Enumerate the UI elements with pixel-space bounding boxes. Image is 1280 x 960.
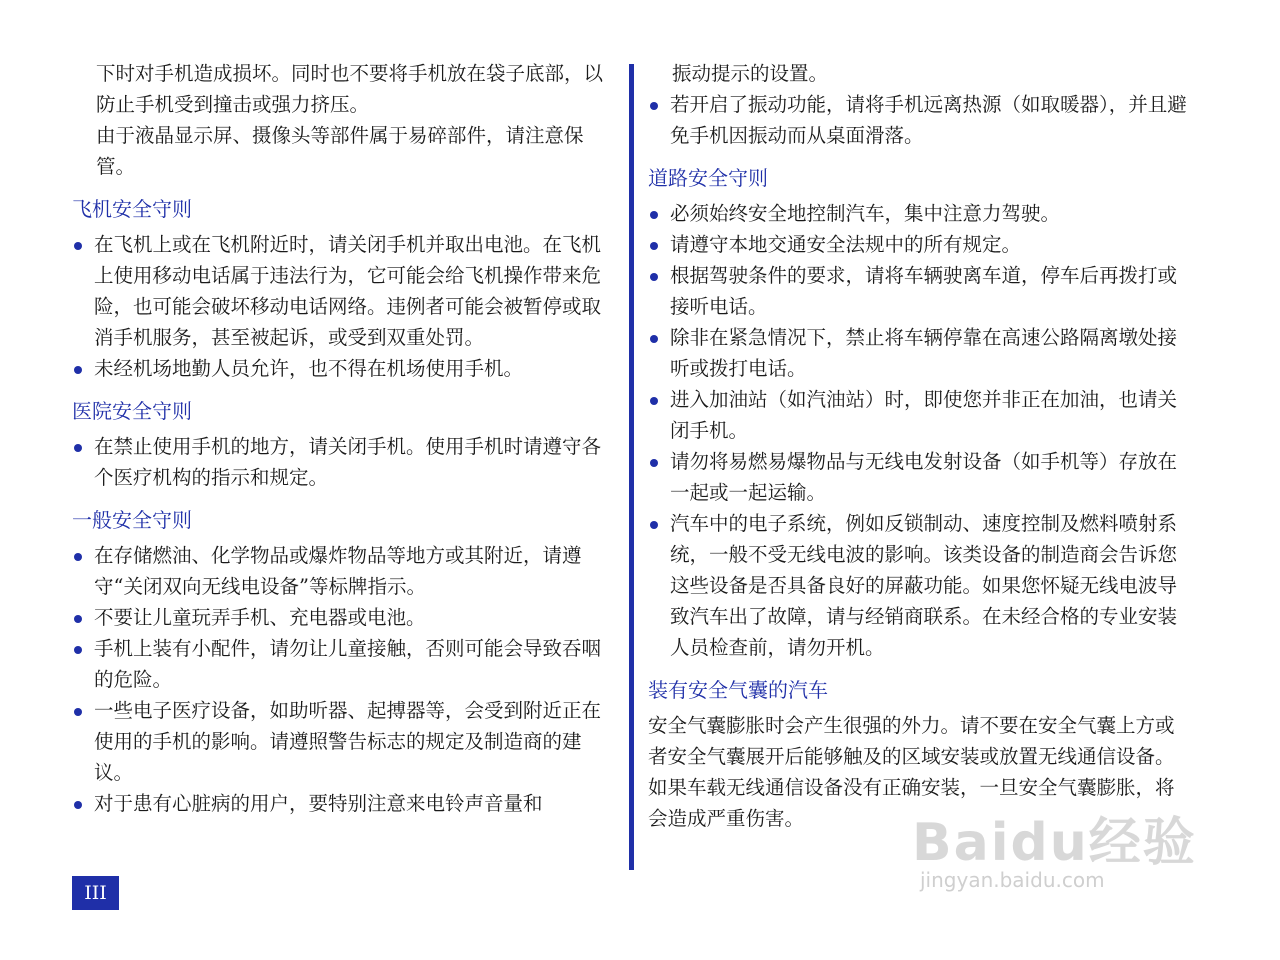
bullet-icon (74, 615, 82, 623)
list-item (72, 540, 614, 602)
intro-paragraph-2: 由于液晶显示屏、摄像头等部件属于易碎部件，请注意保管。 (96, 124, 584, 178)
bullet-icon (650, 211, 658, 219)
list-item-text: 在存储燃油、化学物品或爆炸物品等地方或其附近，请遵守“关闭双向无线电设备”等标牌指示。 (94, 544, 582, 598)
list-item-text: 必须始终安全地控制汽车，集中注意力驾驶。 (670, 202, 1061, 225)
section-title-airbag: 装有安全气囊的汽车 (648, 678, 828, 702)
list-item (72, 633, 614, 695)
bullet-icon (650, 273, 658, 281)
section-title-general: 一般安全守则 (72, 508, 192, 532)
vibration-list (648, 89, 1190, 151)
continuation-text: 振动提示的设置。 (672, 62, 829, 85)
section-title-hospital: 医院安全守则 (72, 399, 192, 423)
list-item (72, 788, 614, 819)
bullet-icon (74, 366, 82, 374)
baidu-logo: Baidu经验 (912, 813, 1197, 873)
bullet-icon (74, 708, 82, 716)
page-number-badge: III (72, 876, 119, 910)
list-item-text: 除非在紧急情况下，禁止将车辆停靠在高速公路隔离墩处接听或拨打电话。 (670, 326, 1178, 380)
list-item (648, 446, 1190, 508)
list-item-text: 汽车中的电子系统，例如反锁制动、速度控制及燃料喷射系统，一般不受无线电波的影响。该类设备的制造商会告诉您这些设备是否具备良好的屏蔽功能。如果您怀疑无线电波导致汽车出了故障，请与经销商联系。在未经合格的专业安装人员检查前，请勿开机。 (670, 512, 1178, 659)
list-item-text: 请勿将易燃易爆物品与无线电发射设备（如手机等）存放在一起或一起运输。 (670, 450, 1178, 504)
intro-paragraph-1: 下时对手机造成损坏。同时也不要将手机放在袋子底部，以防止手机受到撞击或强力挤压。 (96, 62, 604, 116)
bullet-icon (650, 521, 658, 529)
bullet-icon (650, 397, 658, 405)
column-divider (629, 64, 634, 870)
list-item-text: 手机上装有小配件，请勿让儿童接触，否则可能会导致吞咽的危险。 (94, 637, 602, 691)
list-item (648, 322, 1190, 384)
list-item-text: 不要让儿童玩弄手机、充电器或电池。 (94, 606, 426, 629)
list-item (648, 198, 1190, 229)
list-item-text: 进入加油站（如汽油站）时，即使您并非正在加油，也请关闭手机。 (670, 388, 1178, 442)
list-item-text: 在禁止使用手机的地方，请关闭手机。使用手机时请遵守各个医疗机构的指示和规定。 (94, 435, 602, 489)
bullet-icon (650, 242, 658, 250)
bullet-icon (650, 459, 658, 467)
list-item-text: 未经机场地勤人员允许，也不得在机场使用手机。 (94, 357, 524, 380)
list-item-text: 若开启了振动功能，请将手机远离热源（如取暖器），并且避免手机因振动而从桌面滑落。 (670, 93, 1187, 147)
section-title-airplane: 飞机安全守则 (72, 197, 192, 221)
list-item (648, 260, 1190, 322)
bullet-icon (650, 335, 658, 343)
bullet-icon (74, 646, 82, 654)
bullet-icon (650, 102, 658, 110)
list-item (72, 229, 614, 353)
list-item (72, 353, 614, 384)
list-item-text: 一些电子医疗设备，如助听器、起搏器等，会受到附近正在使用的手机的影响。请遵照警告标志的规定及制造商的建议。 (94, 699, 602, 784)
list-item-text: 对于患有心脏病的用户，要特别注意来电铃声音量和 (94, 792, 543, 815)
list-item (648, 508, 1190, 663)
list-item (648, 229, 1190, 260)
list-item-text: 根据驾驶条件的要求，请将车辆驶离车道，停车后再拨打或接听电话。 (670, 264, 1178, 318)
section-title-road: 道路安全守则 (648, 166, 768, 190)
right-column (648, 58, 1190, 834)
list-item-text: 请遵守本地交通安全法规中的所有规定。 (670, 233, 1022, 256)
airbag-paragraph: 安全气囊膨胀时会产生很强的外力。请不要在安全气囊上方或者安全气囊展开后能够触及的区域安装或放置无线通信设备。如果车载无线通信设备没有正确安装，一旦安全气囊膨胀，将会造成严重伤害。 (648, 714, 1175, 830)
list-item (648, 89, 1190, 151)
list-item (72, 695, 614, 788)
bullet-icon (74, 553, 82, 561)
bullet-icon (74, 801, 82, 809)
general-rules-list (72, 540, 614, 819)
hospital-rules-list (72, 431, 614, 493)
list-item-text: 在飞机上或在飞机附近时，请关闭手机并取出电池。在飞机上使用移动电话属于违法行为，它可能会给飞机操作带来危险，也可能会破坏移动电话网络。违例者可能会被暂停或取消手机服务，甚至被起诉，或受到双重处罚。 (94, 233, 602, 349)
bullet-icon (74, 242, 82, 250)
list-item (72, 431, 614, 493)
bullet-icon (74, 444, 82, 452)
left-column (72, 58, 614, 819)
airplane-rules-list (72, 229, 614, 384)
road-rules-list (648, 198, 1190, 663)
watermark-url: jingyan.baidu.com (920, 868, 1105, 892)
list-item (72, 602, 614, 633)
list-item (648, 384, 1190, 446)
